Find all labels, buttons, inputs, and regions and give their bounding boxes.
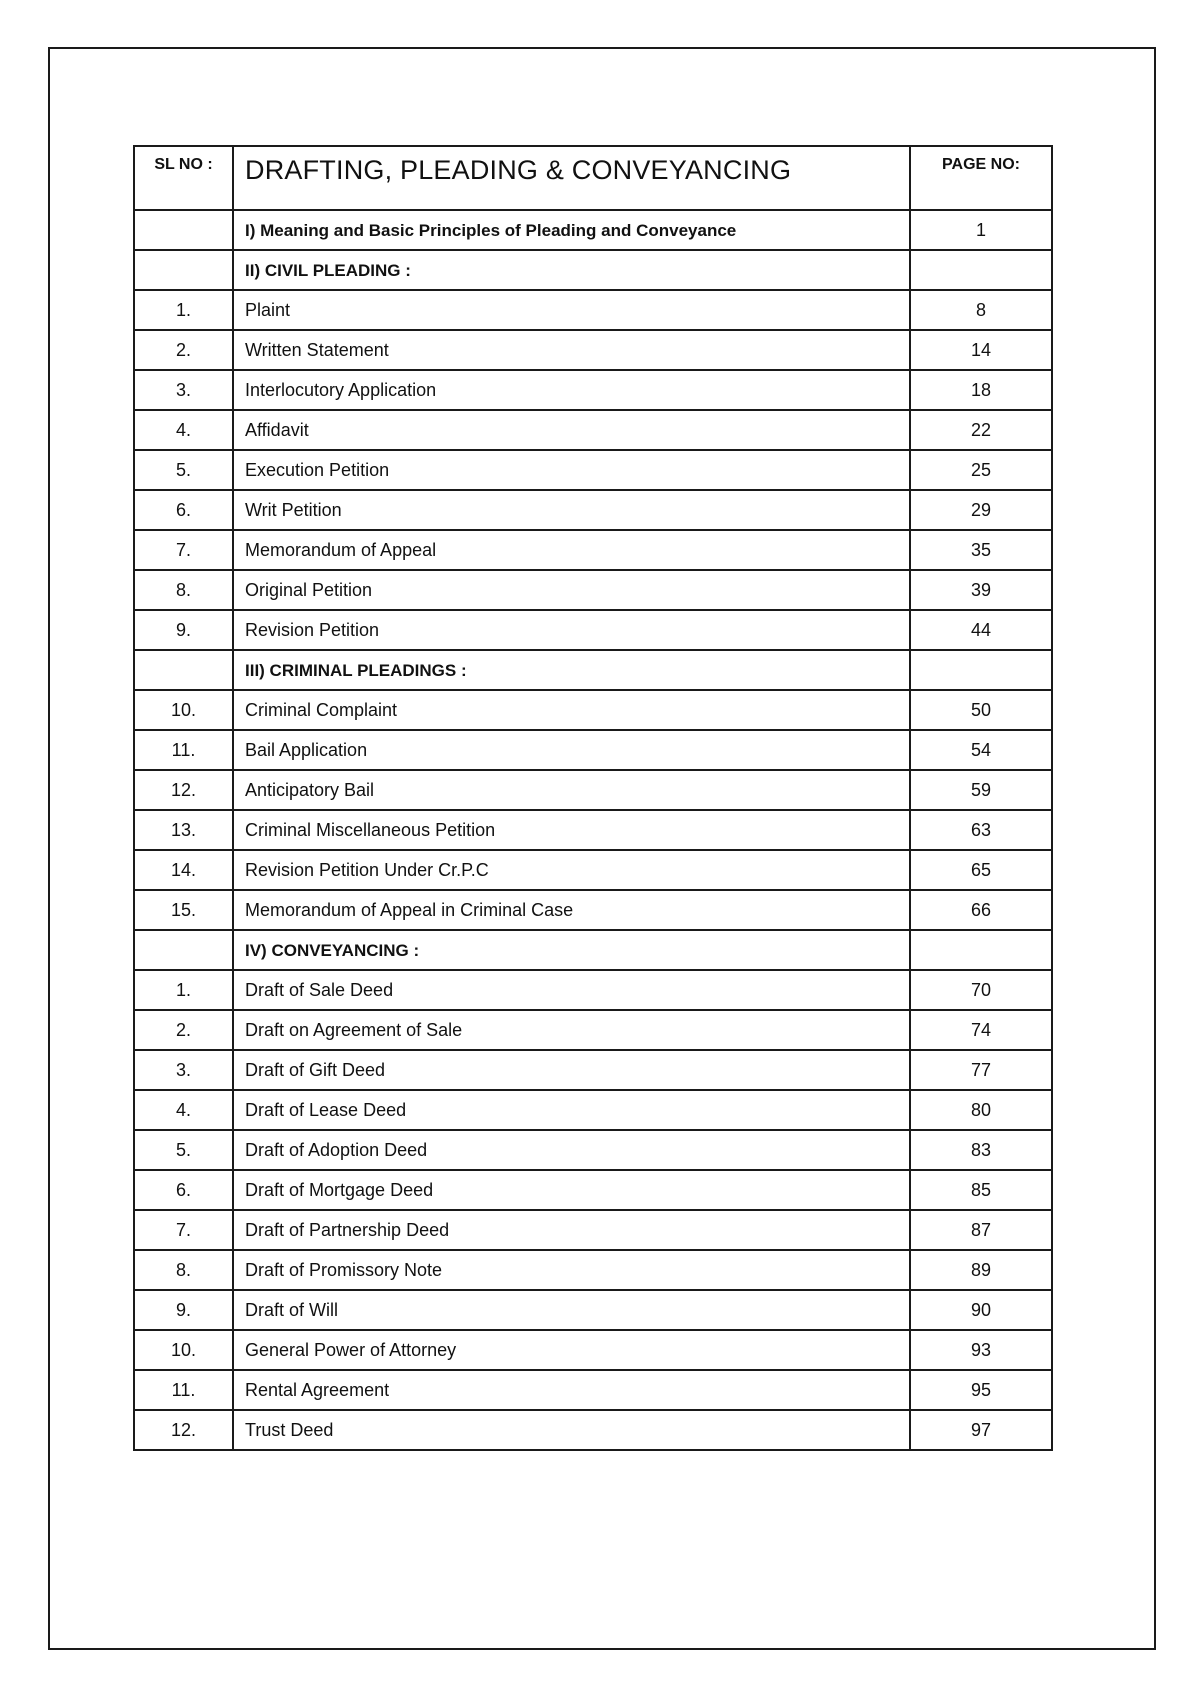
page-number-cell: 25: [910, 450, 1052, 490]
table-row: [134, 1370, 1052, 1410]
sl-no-cell: 12.: [134, 770, 233, 810]
sl-no-cell: 1.: [134, 290, 233, 330]
page-number-cell: [910, 650, 1052, 690]
sl-no-cell: 10.: [134, 1330, 233, 1370]
topic-title: Draft of Lease Deed: [233, 1090, 910, 1130]
table-row: [134, 290, 1052, 330]
sl-no-cell: [134, 930, 233, 970]
topic-title: Draft of Will: [233, 1290, 910, 1330]
sl-no-cell: 7.: [134, 530, 233, 570]
table-row: [134, 1210, 1052, 1250]
section-heading-row: [134, 650, 1052, 690]
page-number-cell: 54: [910, 730, 1052, 770]
sl-no-cell: 6.: [134, 490, 233, 530]
table-row: [134, 1090, 1052, 1130]
section-heading-row: [134, 930, 1052, 970]
page-number-cell: 70: [910, 970, 1052, 1010]
table-row: [134, 1330, 1052, 1370]
sl-no-cell: 9.: [134, 610, 233, 650]
section-heading: III) CRIMINAL PLEADINGS :: [233, 650, 910, 690]
topic-title: Anticipatory Bail: [233, 770, 910, 810]
intro-row: [134, 210, 1052, 250]
table-row: [134, 570, 1052, 610]
topic-title: Memorandum of Appeal in Criminal Case: [233, 890, 910, 930]
toc-body: [134, 210, 1052, 1450]
sl-no-cell: 2.: [134, 330, 233, 370]
sl-no-cell: [134, 650, 233, 690]
table-row: [134, 1050, 1052, 1090]
table-row: [134, 610, 1052, 650]
page-number-cell: 85: [910, 1170, 1052, 1210]
topic-title: I) Meaning and Basic Principles of Pleading and Conveyance: [233, 210, 910, 250]
page-number-cell: 97: [910, 1410, 1052, 1450]
topic-title: Plaint: [233, 290, 910, 330]
sl-no-cell: 5.: [134, 1130, 233, 1170]
table-of-contents: [133, 145, 1053, 1451]
document-title: DRAFTING, PLEADING & CONVEYANCING: [233, 146, 910, 210]
table-row: [134, 690, 1052, 730]
page-number-cell: 90: [910, 1290, 1052, 1330]
sl-no-cell: 7.: [134, 1210, 233, 1250]
sl-no-cell: 2.: [134, 1010, 233, 1050]
page-number-cell: 77: [910, 1050, 1052, 1090]
topic-title: Draft of Adoption Deed: [233, 1130, 910, 1170]
topic-title: Criminal Complaint: [233, 690, 910, 730]
table-row: [134, 1170, 1052, 1210]
topic-title: Criminal Miscellaneous Petition: [233, 810, 910, 850]
section-heading: IV) CONVEYANCING :: [233, 930, 910, 970]
page-number-cell: 66: [910, 890, 1052, 930]
table-row: [134, 730, 1052, 770]
topic-title: Draft of Sale Deed: [233, 970, 910, 1010]
topic-title: Bail Application: [233, 730, 910, 770]
table-row: [134, 1130, 1052, 1170]
topic-title: Draft of Mortgage Deed: [233, 1170, 910, 1210]
page-number-cell: 59: [910, 770, 1052, 810]
sl-no-cell: 8.: [134, 1250, 233, 1290]
page-number-cell: 8: [910, 290, 1052, 330]
sl-no-cell: 6.: [134, 1170, 233, 1210]
sl-no-cell: 3.: [134, 1050, 233, 1090]
topic-title: Trust Deed: [233, 1410, 910, 1450]
topic-title: Draft of Partnership Deed: [233, 1210, 910, 1250]
table-row: [134, 1010, 1052, 1050]
topic-title: Revision Petition Under Cr.P.C: [233, 850, 910, 890]
table-row: [134, 770, 1052, 810]
sl-no-cell: 12.: [134, 1410, 233, 1450]
table-row: [134, 1250, 1052, 1290]
sl-no-header: SL NO :: [134, 146, 233, 210]
table-row: [134, 410, 1052, 450]
page-number-cell: 65: [910, 850, 1052, 890]
toc-header-row: [134, 146, 1052, 210]
topic-title: Revision Petition: [233, 610, 910, 650]
sl-no-cell: 13.: [134, 810, 233, 850]
page-number-cell: 63: [910, 810, 1052, 850]
topic-title: Writ Petition: [233, 490, 910, 530]
sl-no-cell: 14.: [134, 850, 233, 890]
table-row: [134, 810, 1052, 850]
page-number-cell: 35: [910, 530, 1052, 570]
table-row: [134, 970, 1052, 1010]
page-number-cell: 50: [910, 690, 1052, 730]
topic-title: Rental Agreement: [233, 1370, 910, 1410]
page-number-cell: 89: [910, 1250, 1052, 1290]
page-number-cell: [910, 250, 1052, 290]
page-number-cell: 87: [910, 1210, 1052, 1250]
topic-title: Written Statement: [233, 330, 910, 370]
page-number-cell: 44: [910, 610, 1052, 650]
page-number-cell: [910, 930, 1052, 970]
section-heading: II) CIVIL PLEADING :: [233, 250, 910, 290]
sl-no-cell: 10.: [134, 690, 233, 730]
section-heading-row: [134, 250, 1052, 290]
page-number-cell: 39: [910, 570, 1052, 610]
topic-title: Draft on Agreement of Sale: [233, 1010, 910, 1050]
sl-no-cell: 15.: [134, 890, 233, 930]
sl-no-cell: 11.: [134, 1370, 233, 1410]
page-number-cell: 18: [910, 370, 1052, 410]
topic-title: Draft of Promissory Note: [233, 1250, 910, 1290]
sl-no-cell: [134, 250, 233, 290]
topic-title: Memorandum of Appeal: [233, 530, 910, 570]
sl-no-cell: 5.: [134, 450, 233, 490]
sl-no-cell: 8.: [134, 570, 233, 610]
table-row: [134, 450, 1052, 490]
page-number-cell: 74: [910, 1010, 1052, 1050]
table-row: [134, 850, 1052, 890]
sl-no-cell: 1.: [134, 970, 233, 1010]
page-number-cell: 83: [910, 1130, 1052, 1170]
page-number-cell: 93: [910, 1330, 1052, 1370]
table-row: [134, 890, 1052, 930]
page-number-cell: 95: [910, 1370, 1052, 1410]
topic-title: Affidavit: [233, 410, 910, 450]
page-no-header: PAGE NO:: [910, 146, 1052, 210]
page-number-cell: 14: [910, 330, 1052, 370]
page-number-cell: 29: [910, 490, 1052, 530]
topic-title: General Power of Attorney: [233, 1330, 910, 1370]
table-row: [134, 1410, 1052, 1450]
table-row: [134, 370, 1052, 410]
sl-no-cell: 9.: [134, 1290, 233, 1330]
sl-no-cell: 11.: [134, 730, 233, 770]
sl-no-cell: 3.: [134, 370, 233, 410]
table-row: [134, 1290, 1052, 1330]
table-row: [134, 330, 1052, 370]
page-number-cell: 80: [910, 1090, 1052, 1130]
topic-title: Interlocutory Application: [233, 370, 910, 410]
page-number-cell: 1: [910, 210, 1052, 250]
page-number-cell: 22: [910, 410, 1052, 450]
sl-no-cell: 4.: [134, 410, 233, 450]
sl-no-cell: 4.: [134, 1090, 233, 1130]
sl-no-cell: [134, 210, 233, 250]
topic-title: Original Petition: [233, 570, 910, 610]
topic-title: Draft of Gift Deed: [233, 1050, 910, 1090]
table-row: [134, 530, 1052, 570]
topic-title: Execution Petition: [233, 450, 910, 490]
table-row: [134, 490, 1052, 530]
